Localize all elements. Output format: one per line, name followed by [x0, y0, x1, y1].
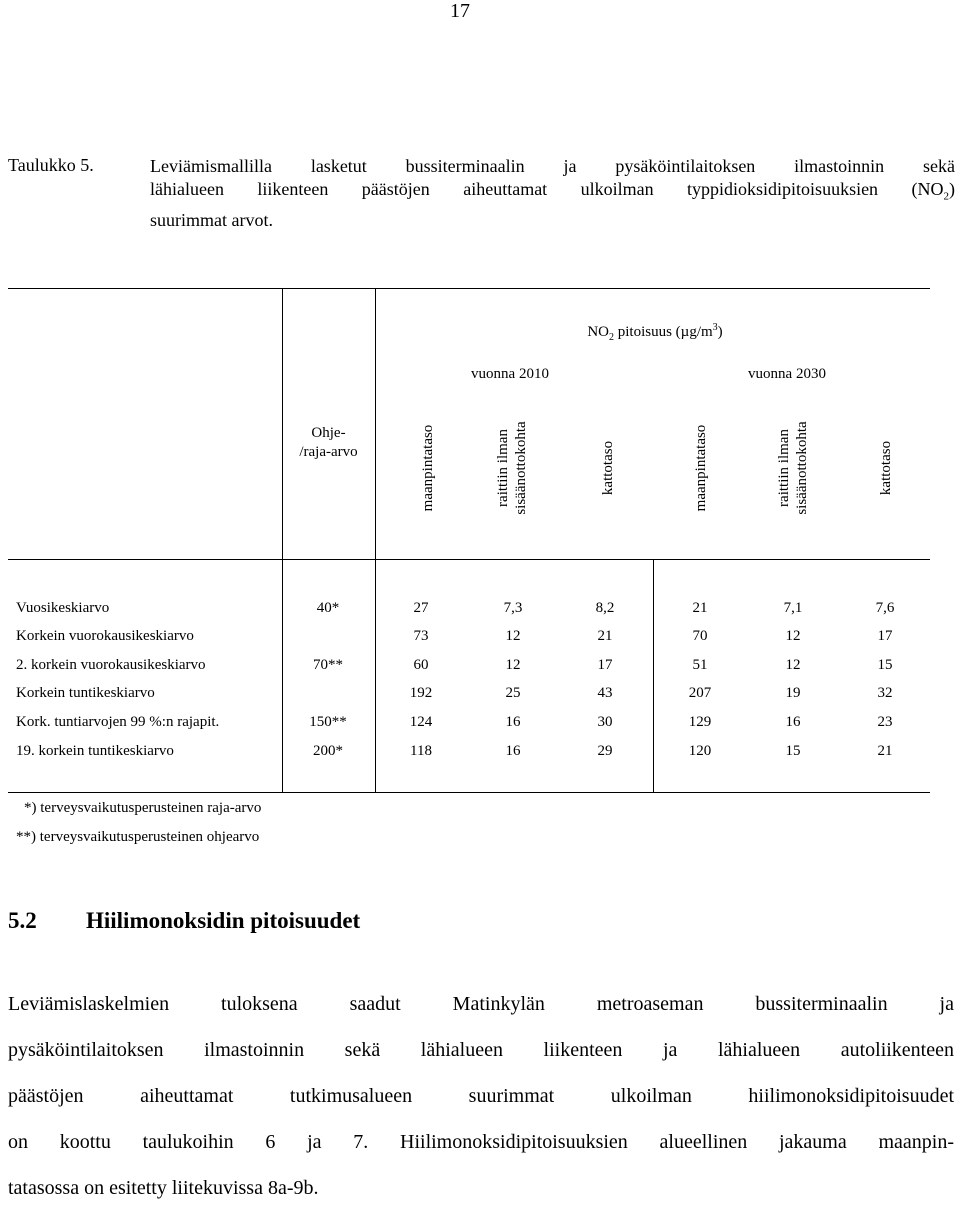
body-paragraph — [8, 981, 954, 1211]
row-value-cell: 124 — [409, 714, 433, 730]
caption-line-2: lähialueen liikenteen päästöjen aiheuttamat ulkoilman typpidioksidipitoisuuksien $(NO_2)$ — [150, 179, 955, 203]
row-value-cell: 7,3 — [503, 600, 523, 616]
col-header-intake-2030: raittiin ilman sisäänottokohta — [776, 421, 810, 515]
row-value-cell: 17 — [597, 657, 613, 673]
group-header-2010: vuonna 2010 — [471, 366, 549, 382]
footnote-2: **) terveysvaikutusperusteinen ohjearvo — [16, 829, 260, 845]
table-caption-label: Taulukko 5. — [8, 155, 94, 175]
table-row — [0, 651, 960, 679]
row-label: Vuosikeskiarvo — [16, 600, 110, 616]
row-label: Korkein tuntikeskiarvo — [16, 685, 155, 701]
row-value-cell: 21 — [597, 628, 613, 644]
col-header-ground-2030: maanpintataso — [693, 424, 709, 512]
row-value-cell: 12 — [505, 657, 521, 673]
table-caption — [150, 155, 955, 232]
row-value-cell: 16 — [505, 743, 521, 759]
row-value-cell: 129 — [688, 714, 712, 730]
table-row — [0, 622, 960, 650]
paragraph-line-5: tatasossa on esitetty liitekuvissa 8a-9b. — [8, 1177, 319, 1199]
row-value-cell: 12 — [505, 628, 521, 644]
row-limit-value: 150** — [309, 714, 347, 730]
caption-line-3: suurimmat arvot. — [150, 209, 273, 230]
row-value-cell: 43 — [597, 685, 613, 701]
row-value-cell: 118 — [410, 743, 432, 759]
table-header-rule — [8, 559, 930, 560]
table-row — [0, 679, 960, 707]
row-value-cell: 15 — [785, 743, 801, 759]
row-value-cell: 16 — [505, 714, 521, 730]
paragraph-line-3: päästöjen aiheuttamat tutkimusalueen suurimmat ulkoilman hiilimonoksidipitoisuudet — [8, 1085, 954, 1107]
paragraph-line-4: on koottu taulukoihin 6 ja 7. Hiilimonoksidipitoisuuksien alueellinen jakauma maanpin- — [8, 1131, 954, 1153]
row-value-cell: 32 — [877, 685, 893, 701]
row-value-cell: 16 — [785, 714, 801, 730]
col-header-ground-2010: maanpintataso — [420, 424, 436, 512]
group-header-2030: vuonna 2030 — [748, 366, 826, 382]
row-label: 2. korkein vuorokausikeskiarvo — [16, 657, 206, 673]
row-value-cell: 7,1 — [783, 600, 803, 616]
row-value-cell: 21 — [877, 743, 893, 759]
row-value-cell: 12 — [785, 628, 801, 644]
row-value-cell: 25 — [505, 685, 521, 701]
row-limit-value: 40* — [316, 600, 340, 616]
row-value-cell: 60 — [413, 657, 429, 673]
table-row — [0, 708, 960, 736]
table-top-rule — [8, 288, 930, 289]
col-header-intake-2010: raittiin ilman sisäänottokohta — [495, 421, 529, 515]
row-value-cell: 51 — [692, 657, 708, 673]
row-label: Korkein vuorokausikeskiarvo — [16, 628, 194, 644]
table-row — [0, 737, 960, 765]
row-value-cell: 8,2 — [595, 600, 615, 616]
row-value-cell: 7,6 — [875, 600, 895, 616]
table-bottom-rule — [8, 792, 930, 793]
row-value-cell: 73 — [413, 628, 429, 644]
row-value-cell: 12 — [785, 657, 801, 673]
col-header-roof-2030: kattotaso — [878, 440, 894, 496]
footnote-1: *) terveysvaikutusperusteinen raja-arvo — [24, 800, 262, 816]
section-number: 5.2 — [8, 908, 37, 933]
table-super-header: $NO_2$ pitoisuus $(\mu g/m^3)$ — [587, 322, 723, 343]
row-value-cell: 19 — [785, 685, 801, 701]
row-value-cell: 29 — [597, 743, 613, 759]
row-limit-value: 70** — [313, 657, 343, 673]
col-header-limit: Ohje- /raja-arvo — [299, 425, 358, 460]
row-value-cell: 30 — [597, 714, 613, 730]
table-row — [0, 594, 960, 622]
row-value-cell: 70 — [692, 628, 708, 644]
row-label: Kork. tuntiarvojen 99 %:n rajapit. — [16, 714, 220, 730]
caption-line-1: Leviämismallilla lasketut bussiterminaalin ja pysäköintilaitoksen ilmastoinnin sekä — [150, 156, 955, 176]
row-value-cell: 17 — [877, 628, 893, 644]
col-header-roof-2010: kattotaso — [600, 440, 616, 496]
paragraph-line-2: pysäköintilaitoksen ilmastoinnin sekä lähialueen liikenteen ja lähialueen autoliikenteen — [8, 1039, 954, 1061]
row-value-cell: 192 — [409, 685, 433, 701]
row-value-cell: 23 — [877, 714, 893, 730]
row-label: 19. korkein tuntikeskiarvo — [16, 743, 174, 759]
section-title: Hiilimonoksidin pitoisuudet — [86, 908, 361, 933]
row-value-cell: 21 — [692, 600, 708, 616]
row-value-cell: 15 — [877, 657, 893, 673]
row-value-cell: 120 — [688, 743, 712, 759]
row-value-cell: 207 — [688, 685, 712, 701]
row-value-cell: 27 — [413, 600, 429, 616]
row-limit-value: 200* — [313, 743, 343, 759]
page-number: 17 — [450, 0, 470, 22]
paragraph-line-1: Leviämislaskelmien tuloksena saadut Matinkylän metroaseman bussiterminaalin ja — [8, 993, 954, 1015]
section-heading — [8, 908, 360, 934]
